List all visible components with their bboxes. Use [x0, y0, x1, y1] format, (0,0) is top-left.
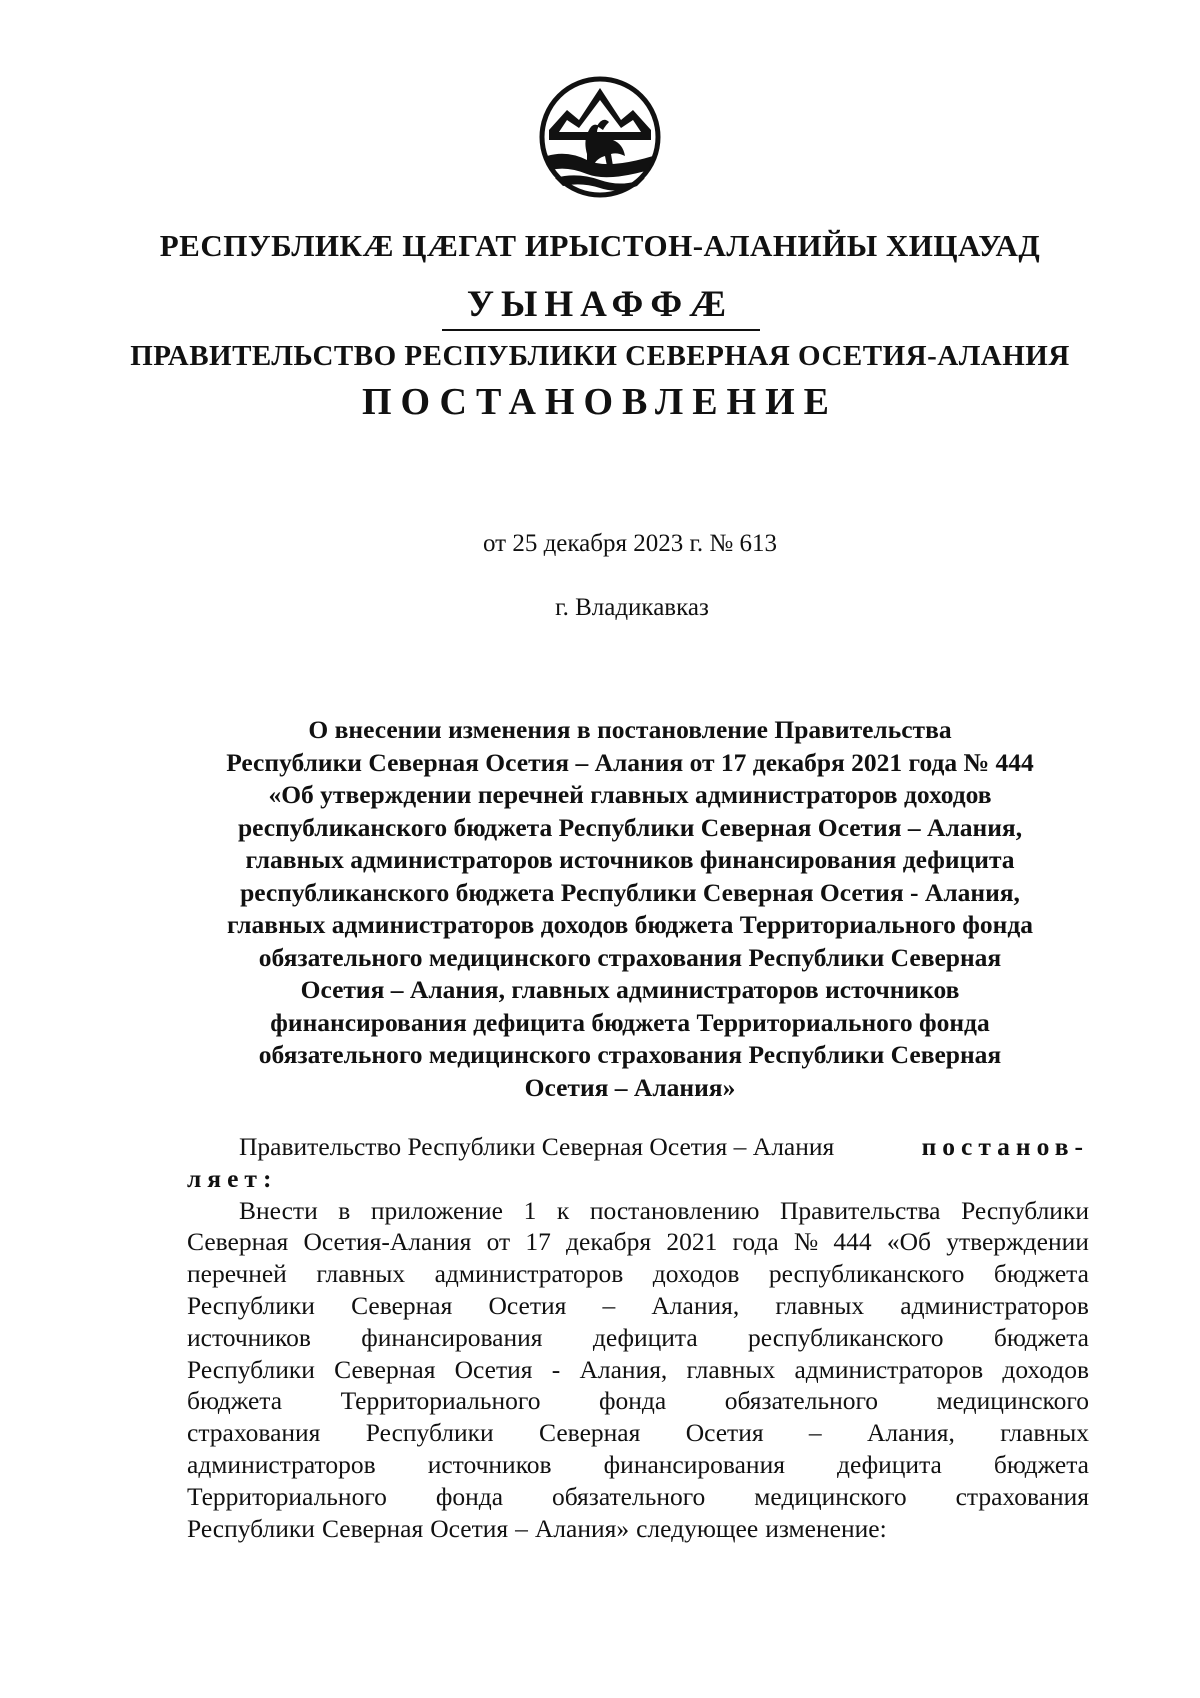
paragraph-word: Северная: [187, 1227, 289, 1257]
title-line: «Об утверждении перечней главных администраторов доходов: [268, 780, 992, 809]
ossetian-decree-title: УЫНАФФÆ: [466, 284, 734, 325]
paragraph-word: источников: [187, 1322, 311, 1352]
paragraph-word: страхования: [955, 1481, 1089, 1511]
decree-intro-line: [187, 1131, 1089, 1163]
paragraph-word: изменение:: [765, 1513, 887, 1543]
paragraph-word: обязательного: [551, 1481, 706, 1511]
paragraph-word: Внести: [239, 1195, 318, 1225]
paragraph-word: от: [486, 1227, 511, 1257]
paragraph-word: Северная: [321, 1513, 424, 1543]
paragraph-word: бюджета: [993, 1449, 1089, 1479]
paragraph-word: медицинского: [936, 1386, 1089, 1416]
paragraph-word: Республики: [187, 1290, 315, 1320]
title-line: финансирования дефицита бюджета Территориального фонда: [270, 1007, 990, 1037]
title-line: главных администраторов источников финансирования дефицита: [245, 845, 1015, 874]
paragraph-word: страхования: [187, 1418, 321, 1448]
paragraph-line: [187, 1290, 1089, 1322]
russian-decree-title: ПОСТАНОВЛЕНИЕ: [361, 381, 839, 423]
paragraph-word: Территориального: [187, 1481, 387, 1511]
paragraph-line: [187, 1417, 1089, 1449]
ossetian-government-heading: РЕСПУБЛИКÆ ЦÆГАТ ИРЫСТОН-АЛАНИЙЫ ХИЦАУАД: [159, 228, 1041, 263]
paragraph-line: [187, 1385, 1089, 1417]
paragraph-word: перечней: [187, 1259, 287, 1289]
paragraph-word: главных: [775, 1290, 865, 1320]
paragraph-word: финансирования: [361, 1322, 543, 1352]
decree-intro-text: Правительство Республики Северная Осетия – Алания: [239, 1132, 835, 1161]
paragraph-word: Алания,: [579, 1354, 668, 1384]
paragraph-word: «Об: [886, 1227, 931, 1257]
paragraph-word: декабря: [566, 1227, 652, 1257]
paragraph-word: Республики: [961, 1195, 1089, 1225]
decree-verb-line: [187, 1163, 1089, 1195]
paragraph-line: [187, 1322, 1089, 1354]
decree-body: [187, 1131, 1089, 1544]
paragraph-word: следующее: [636, 1513, 759, 1543]
paragraph-word: Осетия: [685, 1418, 764, 1448]
paragraph-word: 1: [523, 1195, 537, 1225]
paragraph-word: Северная: [539, 1418, 641, 1448]
paragraph-word: дефицита: [592, 1322, 698, 1352]
paragraph-line: [187, 1449, 1089, 1481]
paragraph-word: к: [556, 1195, 570, 1225]
paragraph-line: [187, 1226, 1089, 1258]
title-line: республиканского бюджета Республики Северная Осетия – Алания,: [237, 812, 1023, 842]
paragraph-word: Территориального: [340, 1386, 541, 1416]
paragraph-line: [187, 1354, 1089, 1386]
paragraph-word: фонда: [598, 1386, 667, 1416]
paragraph-word: Северная: [351, 1290, 453, 1320]
paragraph-word: Алания,: [651, 1290, 740, 1320]
coat-of-arms-emblem: [537, 70, 663, 204]
paragraph-word: 2021: [666, 1227, 718, 1257]
paragraph-word: 17: [525, 1227, 551, 1257]
paragraph-word: Осетия: [454, 1354, 533, 1384]
paragraph-word: Северная: [334, 1354, 436, 1384]
paragraph-word: Алания»: [534, 1513, 630, 1543]
paragraph-word: администраторов: [794, 1354, 984, 1384]
title-line: О внесении изменения в постановление Правительства: [308, 715, 952, 744]
paragraph-word: бюджета: [187, 1386, 283, 1416]
paragraph-word: приложение: [370, 1195, 503, 1225]
paragraph-word: 444: [833, 1227, 872, 1257]
paragraph-word: республиканского: [748, 1322, 944, 1352]
paragraph-word: Осетия: [430, 1513, 509, 1543]
paragraph-word: доходов: [1002, 1354, 1089, 1384]
paragraph-word: дефицита: [837, 1449, 942, 1479]
paragraph-word: медицинского: [754, 1481, 907, 1511]
decree-date-number: от 25 декабря 2023 г. № 613: [482, 530, 778, 557]
paragraph-word: доходов: [652, 1259, 740, 1289]
title-line: Осетия – Алания»: [524, 1072, 736, 1102]
paragraph-word: обязательного: [724, 1386, 879, 1416]
paragraph-word: фонда: [435, 1481, 504, 1511]
paragraph-word: бюджета: [993, 1259, 1089, 1289]
paragraph-word: администраторов: [434, 1259, 624, 1289]
paragraph-word: главных: [316, 1259, 406, 1289]
decree-subject-title: [175, 714, 1085, 1104]
paragraph-line: [187, 1513, 1089, 1545]
paragraph-line: [187, 1481, 1089, 1513]
paragraph-word: утверждении: [946, 1227, 1089, 1257]
paragraph-word: Республики: [187, 1513, 315, 1543]
paragraph-word: постановлению: [589, 1195, 760, 1225]
paragraph-word: Осетия-Алания: [303, 1227, 472, 1257]
decree-verb-part2: ляет:: [187, 1163, 278, 1193]
paragraph-word: источников: [427, 1449, 552, 1479]
paragraph-line: [187, 1195, 1089, 1227]
paragraph-line: [187, 1258, 1089, 1290]
paragraph-word: года: [732, 1227, 779, 1257]
paragraph-word: бюджета: [993, 1322, 1089, 1352]
title-line: обязательного медицинского страхования Республики Северная: [258, 1040, 1002, 1069]
title-line: Осетия – Алания, главных администраторов источников: [300, 975, 960, 1004]
paragraph-word: –: [808, 1418, 822, 1448]
title-line: Республики Северная Осетия – Алания от 17 декабря 2021 года № 444: [226, 747, 1034, 777]
paragraph-word: –: [515, 1513, 528, 1543]
paragraph-word: в: [338, 1195, 351, 1225]
paragraph-word: Республики: [187, 1354, 315, 1384]
paragraph-word: республиканского: [768, 1259, 965, 1289]
paragraph-word: –: [602, 1290, 616, 1320]
russian-government-heading: ПРАВИТЕЛЬСТВО РЕСПУБЛИКИ СЕВЕРНАЯ ОСЕТИЯ-АЛАНИЯ: [130, 340, 1070, 372]
paragraph-word: -: [551, 1354, 561, 1384]
paragraph-word: администраторов: [900, 1290, 1089, 1320]
paragraph-word: главных: [686, 1354, 776, 1384]
header-divider: [442, 329, 760, 331]
paragraph-word: Осетия: [488, 1290, 567, 1320]
paragraph-word: финансирования: [603, 1449, 785, 1479]
decree-verb-part1: постанов-: [921, 1132, 1089, 1161]
paragraph-word: администраторов: [187, 1449, 376, 1479]
paragraph-word: главных: [1000, 1418, 1089, 1448]
paragraph-word: №: [793, 1227, 819, 1257]
decree-paragraph: [187, 1195, 1089, 1545]
paragraph-word: Республики: [365, 1418, 494, 1448]
title-line: главных администраторов доходов бюджета Территориального фонда: [226, 910, 1034, 939]
paragraph-word: Алания,: [867, 1418, 955, 1448]
paragraph-word: Правительства: [780, 1195, 941, 1225]
title-line: обязательного медицинского страхования Республики Северная: [258, 942, 1002, 972]
title-line: республиканского бюджета Республики Северная Осетия - Алания,: [240, 877, 1020, 907]
decree-city: г. Владикавказ: [555, 594, 709, 621]
